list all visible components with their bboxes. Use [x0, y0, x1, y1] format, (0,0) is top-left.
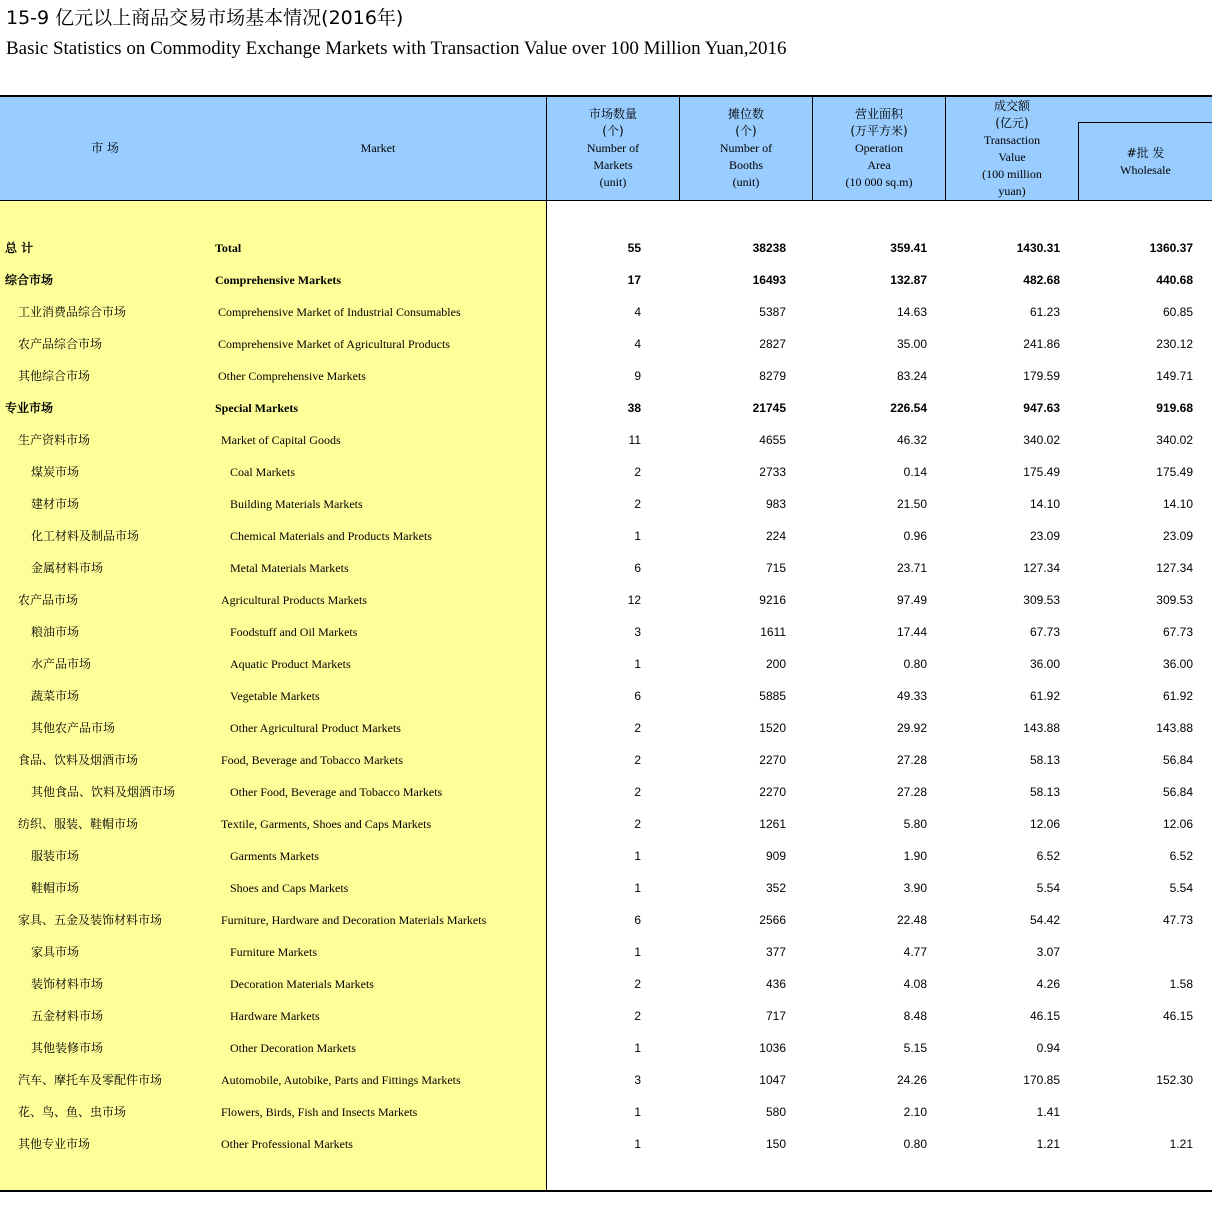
- row-label-cn: 家具市场: [31, 945, 80, 959]
- row-label-en: Building Materials Markets: [230, 497, 363, 511]
- row-label-cn: 建材市场: [31, 497, 80, 511]
- cell-transaction: 1430.31: [1016, 241, 1060, 255]
- cell-wholesale: 143.88: [1156, 721, 1193, 735]
- cell-area: 21.50: [896, 497, 927, 511]
- cell-area: 2.10: [903, 1105, 927, 1119]
- cell-transaction: 170.85: [1023, 1073, 1060, 1087]
- table-row: [0, 520, 1212, 552]
- cell-booths: 717: [765, 1009, 786, 1023]
- cell-wholesale: 1360.37: [1149, 241, 1193, 255]
- row-label-cn: 综合市场: [5, 273, 54, 287]
- cell-area: 0.80: [903, 657, 927, 671]
- cell-transaction: 482.68: [1023, 273, 1060, 287]
- cell-area: 8.48: [903, 1009, 927, 1023]
- cell-markets: 4: [634, 337, 641, 351]
- cell-markets: 3: [634, 625, 641, 639]
- cell-transaction: 6.52: [1036, 849, 1060, 863]
- cell-booths: 1611: [760, 625, 786, 639]
- row-label-cn: 花、鸟、鱼、虫市场: [18, 1105, 127, 1119]
- cell-booths: 377: [765, 945, 786, 959]
- row-label-cn: 其他综合市场: [18, 369, 91, 383]
- cell-booths: 200: [765, 657, 786, 671]
- cell-area: 1.90: [903, 849, 927, 863]
- table-row: [0, 968, 1212, 1000]
- row-label-cn: 金属材料市场: [31, 561, 104, 575]
- table-row: [0, 712, 1212, 744]
- cell-markets: 6: [634, 913, 641, 927]
- cell-markets: 9: [634, 369, 641, 383]
- row-label-en: Food, Beverage and Tobacco Markets: [221, 753, 403, 767]
- cell-wholesale: 61.92: [1162, 689, 1193, 703]
- table-body: [0, 232, 1212, 1160]
- cell-booths: 224: [765, 529, 786, 543]
- row-label-en: Furniture, Hardware and Decoration Materials Markets: [221, 913, 487, 927]
- row-label-cn: 家具、五金及装饰材料市场: [18, 913, 163, 927]
- cell-booths: 436: [765, 977, 786, 991]
- cell-markets: 2: [634, 753, 641, 767]
- cell-markets: 38: [627, 401, 641, 415]
- table-row: [0, 296, 1212, 328]
- cell-area: 46.32: [896, 433, 927, 447]
- cell-transaction: 61.23: [1029, 305, 1060, 319]
- row-label-en: Other Decoration Markets: [230, 1041, 356, 1055]
- cell-transaction: 340.02: [1023, 433, 1060, 447]
- row-label-en: Shoes and Caps Markets: [230, 881, 349, 895]
- cell-booths: 352: [765, 881, 786, 895]
- row-label-en: Chemical Materials and Products Markets: [230, 529, 432, 543]
- row-label-cn: 鞋帽市场: [31, 881, 80, 895]
- table-row: [0, 840, 1212, 872]
- cell-wholesale: 56.84: [1162, 753, 1193, 767]
- cell-wholesale: 440.68: [1156, 273, 1193, 287]
- table-row: [0, 1128, 1212, 1160]
- cell-wholesale: 46.15: [1162, 1009, 1193, 1023]
- header-transaction-value: 成交额 (亿元) Transaction Value (100 million yuan): [982, 98, 1042, 198]
- row-label-cn: 粮油市场: [31, 625, 80, 639]
- cell-area: 226.54: [890, 401, 927, 415]
- cell-area: 35.00: [896, 337, 927, 351]
- row-label-en: Comprehensive Market of Industrial Consumables: [218, 305, 461, 319]
- cell-wholesale: 14.10: [1162, 497, 1193, 511]
- cell-transaction: 46.15: [1029, 1009, 1060, 1023]
- cell-booths: 21745: [752, 401, 786, 415]
- cell-area: 0.14: [903, 465, 927, 479]
- cell-wholesale: 149.71: [1156, 369, 1193, 383]
- cell-transaction: 175.49: [1023, 465, 1060, 479]
- cell-booths: 715: [765, 561, 786, 575]
- table-row: [0, 232, 1212, 264]
- cell-area: 27.28: [896, 753, 927, 767]
- cell-markets: 6: [634, 561, 641, 575]
- table-row: [0, 360, 1212, 392]
- cell-booths: 2733: [759, 465, 786, 479]
- cell-transaction: 4.26: [1036, 977, 1060, 991]
- row-label-cn: 装饰材料市场: [31, 977, 104, 991]
- cell-booths: 1036: [759, 1041, 786, 1055]
- cell-transaction: 179.59: [1023, 369, 1060, 383]
- table-row: [0, 584, 1212, 616]
- cell-markets: 1: [634, 945, 641, 959]
- cell-transaction: 1.41: [1036, 1105, 1060, 1119]
- cell-booths: 150: [765, 1137, 786, 1151]
- cell-area: 17.44: [896, 625, 927, 639]
- page-title-cn: 15-9 亿元以上商品交易市场基本情况(2016年): [6, 7, 404, 29]
- cell-transaction: 54.42: [1029, 913, 1060, 927]
- row-label-en: Automobile, Autobike, Parts and Fittings Markets: [221, 1073, 461, 1087]
- cell-markets: 2: [634, 977, 641, 991]
- cell-wholesale: 175.49: [1156, 465, 1193, 479]
- cell-booths: 16493: [752, 273, 786, 287]
- table-row: [0, 744, 1212, 776]
- row-label-en: Other Comprehensive Markets: [218, 369, 366, 383]
- cell-markets: 1: [634, 657, 641, 671]
- cell-area: 0.80: [903, 1137, 927, 1151]
- cell-transaction: 14.10: [1029, 497, 1060, 511]
- cell-wholesale: 36.00: [1162, 657, 1193, 671]
- cell-wholesale: 1.21: [1169, 1137, 1193, 1151]
- cell-markets: 2: [634, 1009, 641, 1023]
- cell-area: 29.92: [896, 721, 927, 735]
- cell-transaction: 309.53: [1023, 593, 1060, 607]
- cell-area: 3.90: [903, 881, 927, 895]
- cell-booths: 909: [765, 849, 786, 863]
- cell-transaction: 127.34: [1023, 561, 1060, 575]
- cell-booths: 1261: [759, 817, 786, 831]
- cell-transaction: 58.13: [1029, 753, 1060, 767]
- cell-wholesale: 23.09: [1162, 529, 1193, 543]
- header-market-en: Market: [360, 141, 396, 155]
- cell-booths: 983: [765, 497, 786, 511]
- row-label-en: Textile, Garments, Shoes and Caps Markets: [221, 817, 432, 831]
- row-label-cn: 服装市场: [31, 849, 80, 863]
- table-row: [0, 552, 1212, 584]
- row-label-cn: 其他农产品市场: [31, 721, 116, 735]
- cell-area: 4.77: [903, 945, 927, 959]
- cell-markets: 2: [634, 465, 641, 479]
- cell-area: 5.80: [903, 817, 927, 831]
- cell-transaction: 23.09: [1029, 529, 1060, 543]
- cell-booths: 1047: [759, 1073, 786, 1087]
- cell-booths: 580: [765, 1105, 786, 1119]
- row-label-cn: 食品、饮料及烟酒市场: [18, 753, 139, 767]
- header-subdivider: [1078, 122, 1212, 123]
- row-label-en: Total: [215, 241, 242, 255]
- header-divider: [945, 97, 946, 200]
- cell-area: 23.71: [896, 561, 927, 575]
- table-row: [0, 488, 1212, 520]
- header-number-of-markets: 市场数量 (个) Number of Markets (unit): [586, 107, 640, 189]
- cell-transaction: 61.92: [1029, 689, 1060, 703]
- cell-transaction: 36.00: [1029, 657, 1060, 671]
- row-label-cn: 纺织、服装、鞋帽市场: [18, 817, 139, 831]
- row-label-cn: 水产品市场: [31, 657, 92, 671]
- cell-transaction: 58.13: [1029, 785, 1060, 799]
- cell-wholesale: 919.68: [1156, 401, 1193, 415]
- cell-markets: 6: [634, 689, 641, 703]
- cell-area: 359.41: [890, 241, 927, 255]
- row-label-en: Metal Materials Markets: [230, 561, 349, 575]
- cell-transaction: 241.86: [1023, 337, 1060, 351]
- cell-transaction: 67.73: [1029, 625, 1060, 639]
- cell-transaction: 143.88: [1023, 721, 1060, 735]
- row-label-cn: 专业市场: [5, 401, 54, 415]
- table-row: [0, 776, 1212, 808]
- row-label-en: Comprehensive Market of Agricultural Products: [218, 337, 450, 351]
- table-row: [0, 1000, 1212, 1032]
- table-row: [0, 328, 1212, 360]
- cell-markets: 2: [634, 817, 641, 831]
- cell-wholesale: 5.54: [1169, 881, 1193, 895]
- table-row: [0, 1032, 1212, 1064]
- row-label-en: Hardware Markets: [230, 1009, 320, 1023]
- row-label-cn: 汽车、摩托车及零配件市场: [18, 1073, 163, 1087]
- cell-markets: 1: [634, 529, 641, 543]
- cell-wholesale: 230.12: [1156, 337, 1193, 351]
- row-label-cn: 蔬菜市场: [31, 689, 80, 703]
- row-label-en: Aquatic Product Markets: [230, 657, 351, 671]
- row-label-en: Garments Markets: [230, 849, 319, 863]
- cell-area: 14.63: [896, 305, 927, 319]
- cell-wholesale: 47.73: [1162, 913, 1193, 927]
- row-label-cn: 工业消费品综合市场: [18, 305, 127, 319]
- table-row: [0, 936, 1212, 968]
- cell-area: 5.15: [903, 1041, 927, 1055]
- cell-booths: 5885: [759, 689, 786, 703]
- cell-transaction: 0.94: [1036, 1041, 1060, 1055]
- cell-transaction: 947.63: [1023, 401, 1060, 415]
- row-label-en: Other Professional Markets: [221, 1137, 353, 1151]
- header-wholesale: #批 发 Wholesale: [1120, 145, 1171, 177]
- table-row: [0, 392, 1212, 424]
- cell-wholesale: 67.73: [1162, 625, 1193, 639]
- cell-markets: 4: [634, 305, 641, 319]
- cell-markets: 1: [634, 881, 641, 895]
- cell-markets: 3: [634, 1073, 641, 1087]
- cell-booths: 5387: [759, 305, 786, 319]
- row-label-cn: 化工材料及制品市场: [31, 529, 140, 543]
- cell-wholesale: 60.85: [1162, 305, 1193, 319]
- cell-wholesale: 127.34: [1156, 561, 1193, 575]
- cell-area: 24.26: [896, 1073, 927, 1087]
- table-row: [0, 424, 1212, 456]
- cell-area: 27.28: [896, 785, 927, 799]
- cell-booths: 1520: [759, 721, 786, 735]
- cell-wholesale: 12.06: [1162, 817, 1193, 831]
- cell-booths: 8279: [759, 369, 786, 383]
- cell-booths: 9216: [759, 593, 786, 607]
- table-row: [0, 1064, 1212, 1096]
- cell-markets: 17: [627, 273, 641, 287]
- table-row: [0, 648, 1212, 680]
- cell-booths: 2827: [759, 337, 786, 351]
- cell-markets: 11: [628, 433, 641, 447]
- cell-booths: 2270: [759, 753, 786, 767]
- row-label-cn: 农产品市场: [18, 593, 79, 607]
- cell-markets: 55: [627, 241, 641, 255]
- table-row: [0, 680, 1212, 712]
- cell-wholesale: 1.58: [1169, 977, 1193, 991]
- table-row: [0, 904, 1212, 936]
- cell-markets: 1: [634, 1041, 641, 1055]
- cell-wholesale: 340.02: [1156, 433, 1193, 447]
- cell-booths: 2270: [759, 785, 786, 799]
- row-label-en: Vegetable Markets: [230, 689, 320, 703]
- cell-transaction: 12.06: [1029, 817, 1060, 831]
- cell-markets: 12: [627, 593, 641, 607]
- cell-transaction: 5.54: [1036, 881, 1060, 895]
- row-label-cn: 煤炭市场: [31, 465, 80, 479]
- header-divider: [1078, 122, 1079, 200]
- header-number-of-booths: 摊位数 (个) Number of Booths (unit): [719, 107, 773, 189]
- row-label-cn: 其他装修市场: [31, 1041, 104, 1055]
- row-label-en: Other Agricultural Product Markets: [230, 721, 401, 735]
- header-divider: [546, 97, 547, 200]
- row-label-en: Special Markets: [215, 401, 298, 415]
- header-divider: [679, 97, 680, 200]
- table-row: [0, 872, 1212, 904]
- cell-markets: 1: [634, 1137, 641, 1151]
- row-label-en: Market of Capital Goods: [221, 433, 341, 447]
- row-label-cn: 其他专业市场: [18, 1137, 91, 1151]
- row-label-en: Decoration Materials Markets: [230, 977, 374, 991]
- row-label-cn: 其他食品、饮料及烟酒市场: [31, 785, 176, 799]
- row-label-en: Agricultural Products Markets: [221, 593, 367, 607]
- table-row: [0, 808, 1212, 840]
- header-operation-area: 营业面积 (万平方米) Operation Area (10 000 sq.m): [845, 107, 913, 189]
- cell-wholesale: 56.84: [1162, 785, 1193, 799]
- cell-markets: 2: [634, 721, 641, 735]
- table-bottom-rule: [0, 1190, 1212, 1192]
- cell-area: 4.08: [903, 977, 927, 991]
- cell-area: 83.24: [896, 369, 927, 383]
- table-row: [0, 264, 1212, 296]
- cell-area: 0.96: [903, 529, 927, 543]
- table-row: [0, 616, 1212, 648]
- cell-booths: 2566: [759, 913, 786, 927]
- row-label-en: Flowers, Birds, Fish and Insects Markets: [221, 1105, 418, 1119]
- cell-area: 22.48: [896, 913, 927, 927]
- header-market-cn: 市 场: [91, 141, 119, 155]
- cell-transaction: 3.07: [1036, 945, 1060, 959]
- cell-markets: 1: [634, 1105, 641, 1119]
- cell-transaction: 1.21: [1036, 1137, 1060, 1151]
- cell-wholesale: 152.30: [1156, 1073, 1193, 1087]
- row-label-en: Foodstuff and Oil Markets: [230, 625, 358, 639]
- table-row: [0, 1096, 1212, 1128]
- cell-wholesale: 309.53: [1156, 593, 1193, 607]
- table-header: [0, 97, 1212, 201]
- cell-markets: 1: [634, 849, 641, 863]
- cell-booths: 4655: [759, 433, 786, 447]
- row-label-cn: 五金材料市场: [31, 1009, 104, 1023]
- row-label-en: Coal Markets: [230, 465, 295, 479]
- cell-area: 49.33: [896, 689, 927, 703]
- cell-markets: 2: [634, 785, 641, 799]
- cell-wholesale: 6.52: [1169, 849, 1193, 863]
- table-row: [0, 456, 1212, 488]
- cell-booths: 38238: [752, 241, 786, 255]
- page-title-en: Basic Statistics on Commodity Exchange Markets with Transaction Value over 100 Million Yuan,2016: [6, 38, 787, 59]
- row-label-en: Comprehensive Markets: [215, 273, 342, 287]
- cell-area: 132.87: [890, 273, 927, 287]
- cell-area: 97.49: [896, 593, 927, 607]
- cell-markets: 2: [634, 497, 641, 511]
- header-divider: [812, 97, 813, 200]
- row-label-cn: 总 计: [5, 241, 34, 255]
- row-label-cn: 农产品综合市场: [18, 337, 103, 351]
- row-label-cn: 生产资料市场: [18, 433, 91, 447]
- row-label-en: Furniture Markets: [230, 945, 317, 959]
- row-label-en: Other Food, Beverage and Tobacco Markets: [230, 785, 443, 799]
